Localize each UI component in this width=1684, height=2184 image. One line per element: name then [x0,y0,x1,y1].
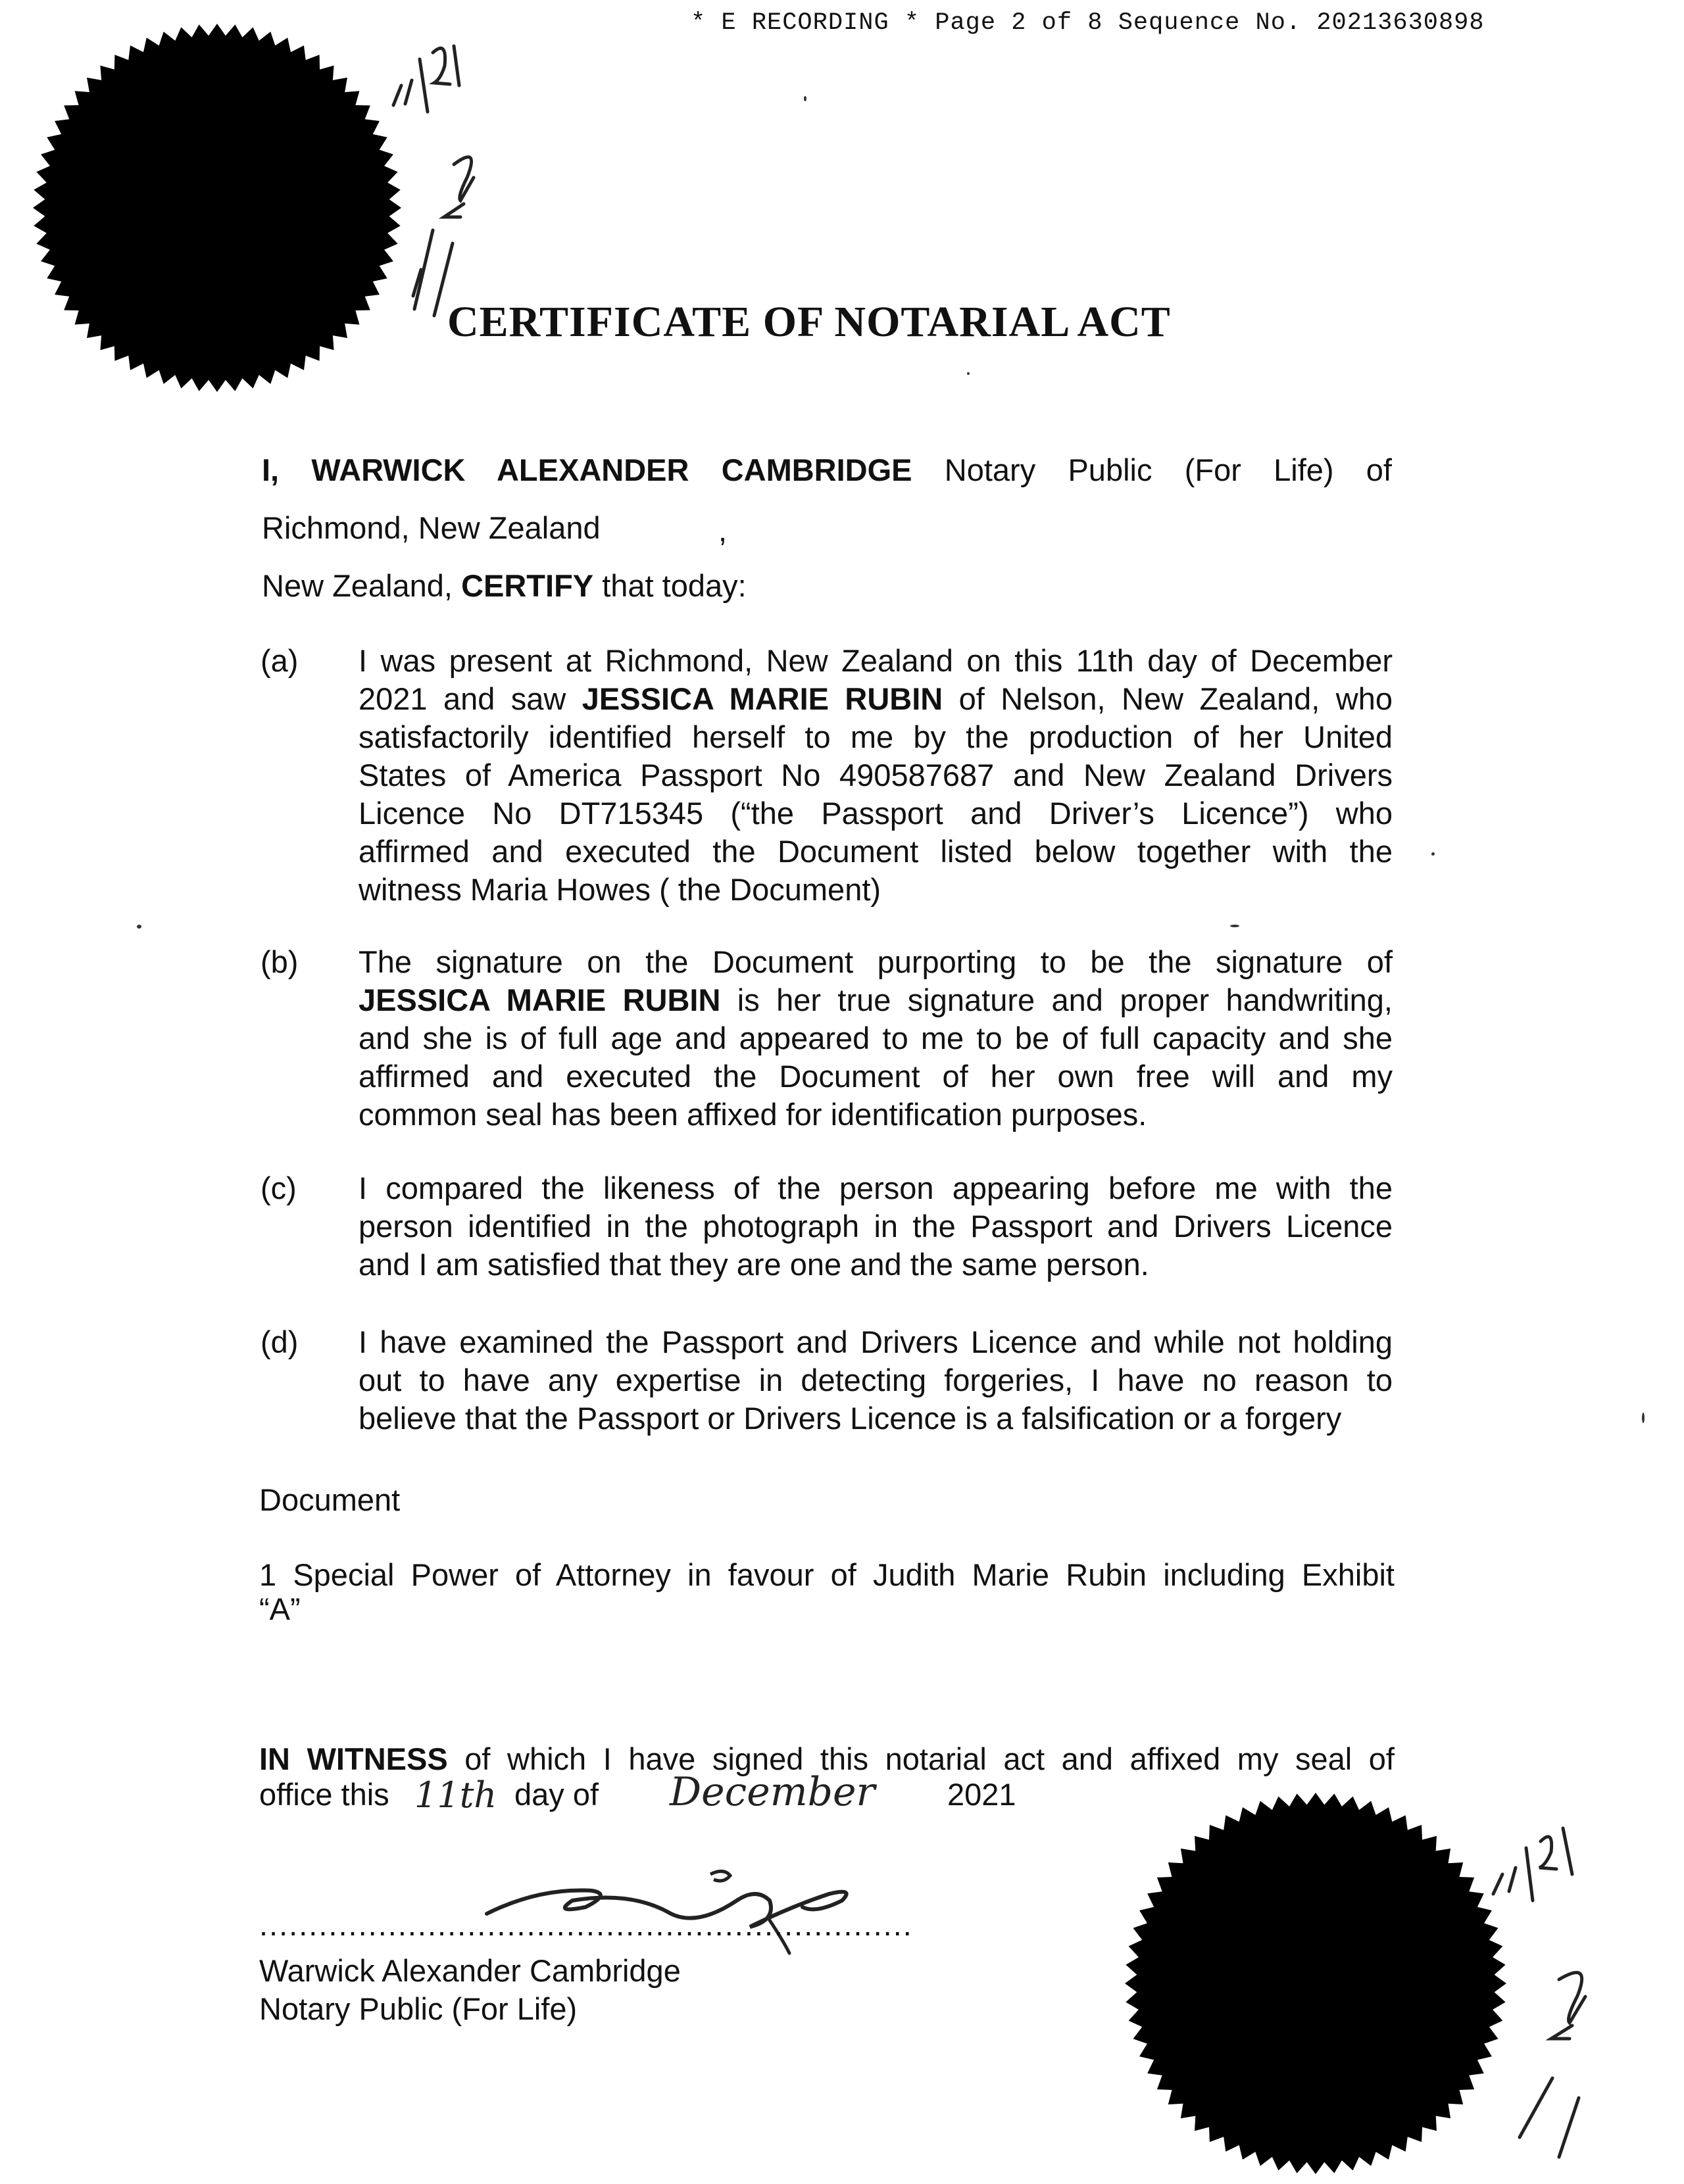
intro-line-3 [262,567,747,605]
intro-pronoun: I, [262,452,280,487]
paragraph-line [359,1057,1393,1096]
witness-office-this: office this [259,1777,389,1812]
paragraph-line [359,1361,1393,1399]
paragraph-line [359,718,1393,756]
paragraph-text: I have examined the Passport and Drivers Licence and while not holding [359,1324,1393,1359]
signature-dotted-line: .................................................................. [259,1907,913,1942]
seal-shape [1125,1793,1506,2174]
paragraph-text: affirmed and executed the Document of her own free will and my [359,1059,1393,1094]
witness-handwritten-day: 11th [414,1774,497,1816]
party-name: JESSICA MARIE RUBIN [582,681,943,716]
paragraph-text: affirmed and executed the Document listed below together with the [359,834,1393,869]
document-heading: Document [259,1482,401,1517]
witness-rest: of which I have signed this notarial act and affixed my seal of [464,1741,1395,1776]
scan-speck [137,925,141,929]
paragraph-line [359,1323,1393,1361]
scan-speck [1642,1413,1645,1423]
paragraph-text: is her true signature and proper handwriting, [720,983,1393,1017]
paragraph-line [359,1207,1393,1246]
paragraph-label: (d) [260,1324,299,1359]
scan-speck [1230,925,1239,927]
intro-location: Richmond, New Zealand [262,510,601,545]
paragraph-line [359,871,1393,909]
paragraph-line [359,833,1393,871]
seal-shape [33,24,401,392]
notary-role: Notary Public (For Life) of [944,452,1392,487]
intro-line-2 [262,509,601,547]
intro-comma: , [718,513,728,548]
top-margin-notes [382,20,513,329]
witness-year: 2021 [947,1777,1016,1812]
intro-line-1 [262,451,1392,489]
seal-top-graphic [26,24,421,392]
paragraph-text: States of America Passport No 490587687 and New Zealand Drivers [359,758,1393,792]
witness-lead: IN WITNESS [259,1741,448,1776]
paragraph-text: of Nelson, New Zealand, who [943,681,1393,716]
witness-day-of: day of [514,1777,599,1812]
intro-country: New Zealand, [262,568,453,603]
paragraph-text: 2021 and saw [359,681,582,716]
paragraph-label: (a) [260,643,299,678]
document-item-line-2: “A” [259,1591,301,1626]
witness-handwritten-month: December [670,1769,876,1815]
paragraph-line [359,943,1393,981]
scan-speck [967,372,970,375]
paragraph-text: believe that the Passport or Drivers Licence is a falsification or a forgery [359,1401,1342,1436]
notary-name: WARWICK ALEXANDER CAMBRIDGE [311,452,912,487]
paragraph-line [359,1019,1393,1057]
bottom-margin-notes [1480,1769,1625,2177]
paragraph-text: I was present at Richmond, New Zealand on this 11th day of December [359,643,1393,678]
signatory-name: Warwick Alexander Cambridge [259,1953,681,1988]
paragraph-line [359,642,1393,680]
paragraph-text: I compared the likeness of the person appearing before me with the [359,1171,1393,1205]
document-item-line-1: 1 Special Power of Attorney in favour of Judith Marie Rubin including Exhibit [259,1557,1395,1592]
paragraph-text: witness Maria Howes ( the Document) [359,872,881,907]
paragraph-line [359,794,1393,833]
paragraph-line [359,981,1393,1019]
recording-header: * E RECORDING * Page 2 of 8 Sequence No. 20213630898 [691,9,1485,37]
top-margin-handwriting [382,20,513,329]
paragraph-line [359,1096,1393,1134]
paragraph-text: out to have any expertise in detecting forgeries, I have no reason to [359,1363,1393,1397]
intro-certify: CERTIFY [461,568,594,603]
intro-today: that today: [602,568,747,603]
paragraph-label: (b) [260,944,299,979]
notary-seal-top [26,24,421,392]
paragraph-text: satisfactorily identified herself to me by the production of her United [359,719,1393,754]
paragraph-text: and she is of full age and appeared to me to be of full capacity and she [359,1021,1393,1056]
scan-speck [804,96,806,101]
bottom-margin-handwriting [1480,1769,1625,2177]
notary-seal-bottom [1118,1786,1513,2181]
paragraph-text: person identified in the photograph in the Passport and Drivers Licence [359,1209,1393,1244]
signatory-role: Notary Public (For Life) [259,1991,578,2026]
paragraph-line [359,1246,1393,1284]
paragraph-line [359,756,1393,794]
document-title: CERTIFICATE OF NOTARIAL ACT [447,298,1171,346]
paragraph-label: (c) [260,1171,297,1205]
paragraph-line [359,1169,1393,1207]
paragraph-text: and I am satisfied that they are one and the same person. [359,1247,1149,1282]
scan-speck [1431,852,1435,856]
paragraph-line [359,680,1393,718]
paragraph-text: The signature on the Document purporting to be the signature of [359,944,1393,979]
party-name: JESSICA MARIE RUBIN [359,983,721,1017]
seal-bottom-graphic [1118,1786,1513,2181]
paragraph-text: common seal has been affixed for identification purposes. [359,1097,1147,1132]
paragraph-line [359,1399,1393,1438]
paragraph-text: Licence No DT715345 (“the Passport and Driver’s Licence”) who [359,796,1393,831]
